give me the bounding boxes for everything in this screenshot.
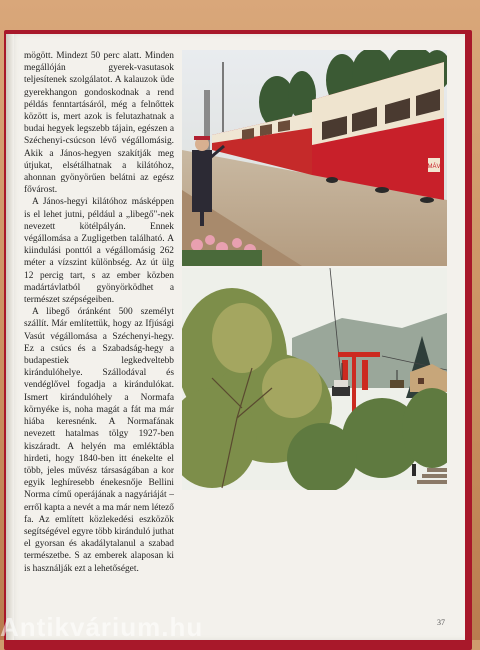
body-text-column [24,50,174,575]
page-gutter [6,34,14,640]
chairlift-photo-illustration [182,268,447,490]
train-emblem: MÁV [427,164,441,170]
watermark: Antikvárium.hu [0,612,204,642]
photo-chairlift [182,268,447,490]
page-number: 37 [437,618,445,627]
paragraph-2: A János-hegyi kilátóhoz másképpen is el lehet jutni, például a „libegő"-nek nevezett kötélpályán. Ennek végállomása a Zugligetben található. A kiindulási ponttól a végállomásig 262 méter a vízszint különbség. Az út ülg 12 percig tart, s az ember közben madártávlatból gyönyörködhet a természet szépségeiben. [24,197,174,306]
train-photo-illustration [182,50,447,266]
paragraph-3: A libegő óránként 500 személyt szállít. Már említettük, hogy az Ifjúsági Vasút végállomása a Széchenyi-hegy. Ez a csúcs és a Szabadság-hegy a budapestiek legkedveltebb kirándulóhelye. Szállodával és vendéglővel fogadja a kirándulókat. Ismert kirándulóhely a Normafa környéke is, noha magát a fát ma már hiába keresnénk. A Normafának nevezett hatalmas tölgy 1927-ben kiszáradt. A helyén ma emléktábla hirdeti, hogy 1840-ben itt énekelte el több, jeles művész társaságában a kor egyik leghíresebb énekesnője Bellini Norma című operájának a nagyáriáját – erről kapta a nevét a ma már nem létező fa. Az említett közlekedési eszközök segítségével egyre több kiránduló juthat el gyorsan és akadálytalanul a szabad természetbe. S az emberek alaposan ki is használják ezt a lehetőséget. [24,307,174,574]
paragraph-1: mögött. Mindezt 50 perc alatt. Minden megállóján gyerek-vasutasok teljesítenek szolgálatot. A kalauzok üde gyerekhangon gondoskodnak a rend példás fenntartásáról, még a felnőttek között is, mert azok is felutazhatnak a budai hegyek legszebb tájain, egészen a Széchenyi-csúcson lévő végállomásig. Akik a János-hegyen szakítják meg útjukat, elsétálhatnak a kilátóhoz, ahonnan gyönyörűen belátni az egész fővárost. [24,51,174,196]
photo-childrens-railway [182,50,447,266]
